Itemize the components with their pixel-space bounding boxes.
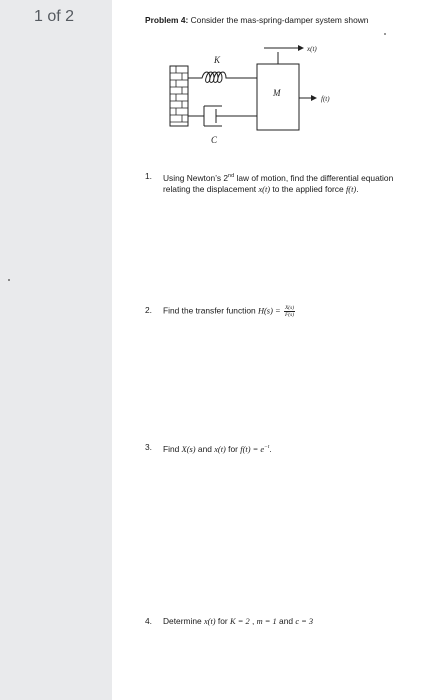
math-expression: f(t) = e bbox=[240, 444, 265, 454]
question-number: 1. bbox=[145, 171, 152, 181]
page-indicator: 1 of 2 bbox=[34, 8, 75, 25]
displacement-label: x(t) bbox=[307, 45, 317, 53]
mass-label: M bbox=[273, 88, 281, 98]
question-text: , bbox=[249, 616, 257, 626]
question-text: law of motion, find the differential equation relating the displacement bbox=[163, 172, 394, 195]
force-arrow bbox=[299, 95, 317, 101]
math-expression: x(t) bbox=[258, 185, 271, 195]
problem-statement: Consider the mas-spring-damper system shown bbox=[190, 15, 369, 25]
question-text: . bbox=[356, 184, 359, 195]
problem-header bbox=[145, 14, 385, 26]
question-number: 2. bbox=[145, 305, 152, 315]
wall bbox=[170, 66, 188, 126]
question-4 bbox=[145, 616, 395, 628]
question-2 bbox=[145, 305, 395, 318]
gutter-mark bbox=[8, 279, 10, 281]
mass-spring-damper-diagram bbox=[160, 40, 360, 150]
math-expression: K = 2 bbox=[230, 617, 250, 626]
question-text: Find bbox=[163, 443, 182, 454]
viewer-gutter bbox=[0, 0, 112, 700]
question-text: . bbox=[269, 443, 272, 454]
math-expression: X(s) bbox=[181, 444, 196, 454]
math-exponent: −t bbox=[264, 444, 270, 450]
math-expression: x(t) bbox=[214, 444, 226, 454]
page-mark bbox=[384, 33, 386, 35]
question-text: Find the transfer function bbox=[163, 305, 258, 316]
question-1 bbox=[145, 171, 395, 196]
ordinal-suffix: nd bbox=[228, 173, 235, 179]
question-text: and bbox=[195, 443, 215, 454]
math-expression: f(t) bbox=[345, 185, 357, 195]
transfer-fraction bbox=[284, 305, 295, 318]
damper-label: C bbox=[211, 135, 218, 145]
force-label: f(t) bbox=[321, 95, 330, 103]
damper bbox=[188, 106, 257, 126]
question-text: for bbox=[225, 443, 241, 454]
question-text: Using Newton’s 2 bbox=[163, 172, 229, 183]
problem-label: Problem 4: bbox=[145, 15, 189, 25]
displacement-arrow bbox=[264, 45, 304, 64]
question-text: Determine bbox=[163, 616, 204, 626]
question-number: 3. bbox=[145, 442, 152, 452]
question-text: for bbox=[215, 616, 231, 626]
math-expression: c = 3 bbox=[295, 617, 314, 626]
math-expression: x(t) bbox=[203, 617, 216, 626]
fraction-numerator: X(s) bbox=[284, 305, 295, 311]
question-text: and bbox=[276, 616, 296, 626]
math-expression: H(s) = bbox=[257, 306, 281, 316]
fraction-denominator: F(s) bbox=[284, 312, 295, 318]
math-expression: m = 1 bbox=[256, 617, 277, 626]
question-text: to the applied force bbox=[270, 184, 346, 195]
spring-label: K bbox=[214, 55, 221, 65]
spring bbox=[188, 72, 257, 83]
question-3 bbox=[145, 442, 395, 455]
question-number: 4. bbox=[145, 616, 152, 626]
